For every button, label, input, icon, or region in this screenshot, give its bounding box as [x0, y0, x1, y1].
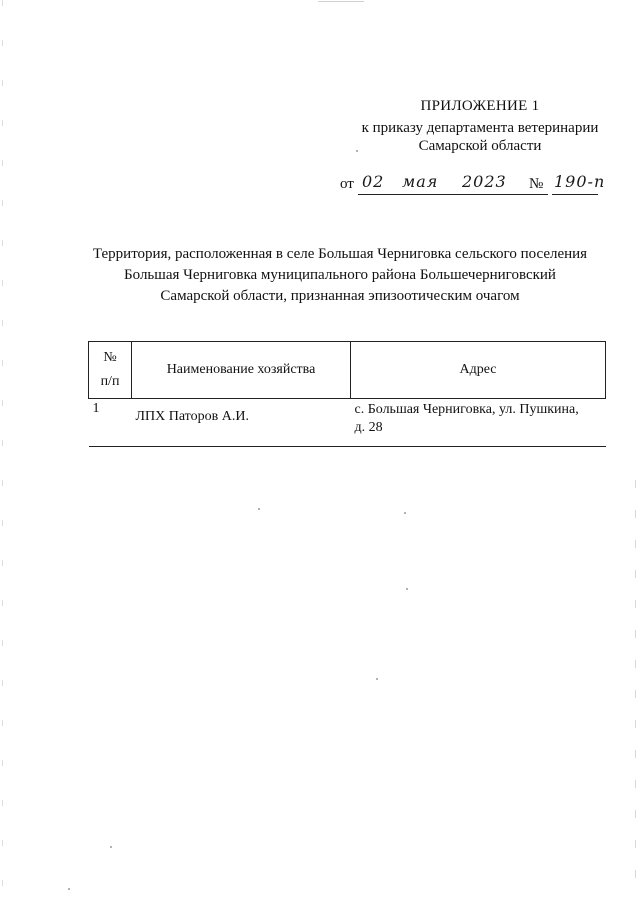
header-number [89, 342, 132, 399]
order-date-month: мая [402, 172, 439, 191]
header-number-abbr: п/п [100, 374, 120, 389]
header-farm-name: Наименование хозяйства [132, 342, 351, 399]
scan-speck [110, 846, 112, 848]
scan-edge-artifact [635, 480, 636, 880]
scan-speck [376, 678, 378, 680]
territory-heading-line: Самарской области, признанная эпизоотическим очагом [160, 288, 520, 304]
farms-table [88, 341, 606, 447]
row-address-line: с. Большая Черниговка, ул. Пушкина, [354, 402, 579, 417]
territory-heading-line: Большая Черниговка муниципального района Большечерниговский [124, 267, 556, 283]
scan-speck [356, 150, 358, 152]
order-number-label: № [529, 176, 544, 192]
table-header-row [89, 342, 606, 399]
order-number-field [552, 172, 606, 195]
row-address [351, 399, 606, 447]
row-number: 1 [89, 399, 132, 447]
scan-speck [404, 512, 406, 514]
row-farm-name: ЛПХ Паторов А.И. [132, 399, 351, 447]
order-date-year: 2023 [462, 172, 507, 191]
order-date-field [358, 174, 548, 195]
territory-heading [80, 244, 600, 307]
appendix-title: ПРИЛОЖЕНИЕ 1 [420, 98, 540, 114]
scan-speck [258, 508, 260, 510]
header-number-symbol: № [103, 350, 117, 365]
territory-heading-line: Территория, расположенная в селе Большая Черниговка сельского поселения [92, 246, 588, 262]
order-number-value: 190-п [554, 172, 606, 191]
scan-speck [406, 588, 408, 590]
appendix-region: Самарской области [418, 138, 542, 154]
scan-edge-artifact [318, 1, 364, 2]
appendix-subtitle: к приказу департамента ветеринарии [361, 120, 599, 136]
order-reference [340, 174, 610, 198]
table-row [89, 399, 606, 447]
row-address-line: д. 28 [354, 420, 383, 435]
scan-speck [68, 888, 70, 890]
header-address: Адрес [351, 342, 606, 399]
order-date-day: 02 [362, 172, 385, 191]
order-date-label: от [340, 176, 354, 192]
scan-edge-artifact [2, 0, 3, 905]
